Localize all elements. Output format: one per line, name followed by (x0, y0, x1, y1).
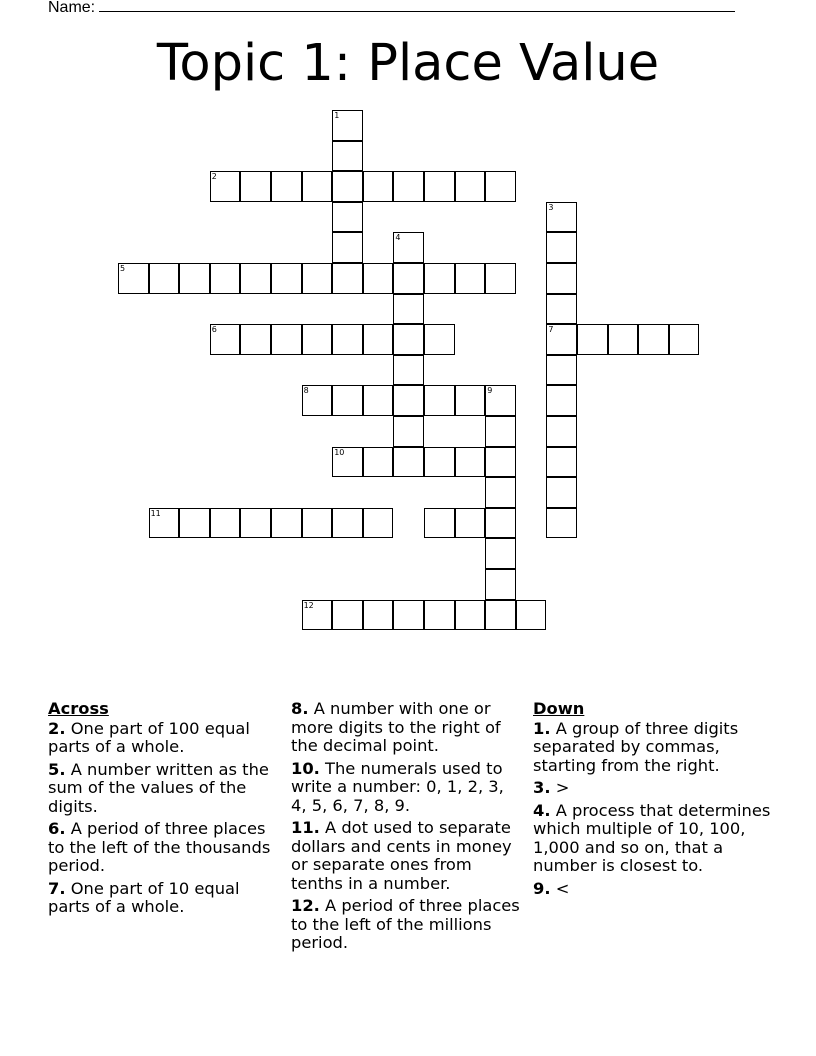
crossword-cell[interactable] (546, 232, 577, 263)
crossword-cell[interactable] (516, 600, 547, 631)
crossword-cell[interactable] (179, 263, 210, 294)
crossword-cell[interactable] (546, 508, 577, 539)
crossword-cell[interactable] (210, 263, 241, 294)
crossword-cell[interactable] (240, 171, 271, 202)
name-label: Name: (48, 0, 96, 16)
crossword-cell[interactable] (455, 385, 486, 416)
cell-number: 6 (211, 325, 217, 335)
across-clues-column-2 (291, 700, 523, 957)
crossword-cell[interactable] (149, 263, 180, 294)
crossword-cell[interactable] (210, 324, 241, 355)
clue-text: A process that determines which multiple of 10, 100, 1,000 and so on, that a number is closest to. (533, 800, 771, 875)
crossword-cell[interactable] (424, 171, 455, 202)
crossword-cell[interactable] (271, 508, 302, 539)
crossword-cell[interactable] (332, 202, 363, 233)
clue-number: 11. (291, 818, 320, 837)
crossword-cell[interactable] (546, 263, 577, 294)
clue-number: 12. (291, 896, 320, 915)
clue-across-10 (291, 760, 523, 816)
crossword-cell[interactable] (638, 324, 669, 355)
crossword-cell[interactable] (546, 416, 577, 447)
clue-across-11 (291, 819, 523, 893)
crossword-cell[interactable] (669, 324, 700, 355)
crossword-cell[interactable] (546, 477, 577, 508)
crossword-cell[interactable] (240, 263, 271, 294)
crossword-cell[interactable] (302, 324, 333, 355)
crossword-cell[interactable] (424, 385, 455, 416)
crossword-cell[interactable] (485, 508, 516, 539)
crossword-cell[interactable] (332, 141, 363, 172)
crossword-cell[interactable] (424, 263, 455, 294)
crossword-cell[interactable] (393, 385, 424, 416)
crossword-cell[interactable] (485, 477, 516, 508)
clue-number: 2. (48, 718, 66, 738)
crossword-cell[interactable] (332, 600, 363, 631)
crossword-cell[interactable] (118, 263, 149, 294)
crossword-cell[interactable] (271, 324, 302, 355)
crossword-cell[interactable] (240, 324, 271, 355)
clue-number: 6. (48, 819, 66, 838)
clue-number: 5. (48, 759, 66, 779)
crossword-cell[interactable] (393, 263, 424, 294)
clue-across-8 (291, 700, 523, 756)
clue-text: One part of 100 equal parts of a whole. (48, 718, 250, 756)
clue-down-9 (533, 880, 773, 899)
clue-number: 1. (533, 718, 551, 738)
clue-number: 4. (533, 800, 551, 820)
crossword-cell[interactable] (363, 447, 394, 478)
clue-text: A period of three places to the left of the thousands period. (48, 819, 271, 875)
crossword-cell[interactable] (546, 324, 577, 355)
cell-number: 7 (548, 325, 554, 335)
crossword-cell[interactable] (546, 294, 577, 325)
clue-across-2 (48, 720, 273, 757)
cell-number: 1 (334, 111, 340, 120)
crossword-cell[interactable] (546, 447, 577, 478)
cell-number: 11 (150, 508, 161, 518)
clue-text: < (555, 878, 570, 898)
clue-down-3 (533, 779, 773, 798)
clue-across-6 (48, 820, 273, 876)
crossword-cell[interactable] (302, 508, 333, 539)
clue-text: A group of three digits separated by commas, starting from the right. (533, 718, 739, 775)
crossword-cell[interactable] (485, 538, 516, 569)
crossword-cell[interactable] (424, 600, 455, 631)
crossword-cell[interactable] (332, 171, 363, 202)
clue-number: 8. (291, 699, 309, 718)
crossword-cell[interactable] (363, 263, 394, 294)
crossword-cell[interactable] (271, 171, 302, 202)
crossword-cell[interactable] (302, 263, 333, 294)
clue-text: A number with one or more digits to the right of the decimal point. (291, 699, 501, 755)
cell-number: 3 (548, 202, 554, 212)
crossword-cell[interactable] (210, 171, 241, 202)
crossword-cell[interactable] (363, 600, 394, 631)
crossword-cell[interactable] (332, 385, 363, 416)
crossword-cell[interactable] (485, 416, 516, 447)
crossword-cell[interactable] (363, 508, 394, 539)
crossword-cell[interactable] (485, 263, 516, 294)
crossword-cell[interactable] (393, 294, 424, 325)
cell-number: 4 (395, 233, 401, 243)
cell-number: 8 (303, 386, 309, 396)
crossword-cell[interactable] (393, 355, 424, 386)
crossword-cell[interactable] (455, 447, 486, 478)
clue-number: 10. (291, 758, 320, 778)
clue-text: A number written as the sum of the values of the digits. (48, 759, 269, 816)
crossword-cell[interactable] (363, 385, 394, 416)
crossword-cell[interactable] (455, 263, 486, 294)
crossword-cell[interactable] (332, 447, 363, 478)
crossword-cell[interactable] (302, 600, 333, 631)
across-clues-column-1 (48, 700, 273, 921)
cell-number: 9 (487, 386, 493, 396)
crossword-cell[interactable] (485, 600, 516, 631)
crossword-cell[interactable] (210, 508, 241, 539)
crossword-cell[interactable] (332, 110, 363, 141)
crossword-cell[interactable] (393, 171, 424, 202)
crossword-cell[interactable] (546, 202, 577, 233)
crossword-cell[interactable] (240, 508, 271, 539)
crossword-cell[interactable] (332, 263, 363, 294)
crossword-cell[interactable] (393, 600, 424, 631)
cell-number: 10 (334, 447, 345, 457)
crossword-cell[interactable] (179, 508, 210, 539)
crossword-cell[interactable] (455, 171, 486, 202)
crossword-cell[interactable] (271, 263, 302, 294)
crossword-cell[interactable] (424, 447, 455, 478)
crossword-cell[interactable] (302, 171, 333, 202)
crossword-cell[interactable] (332, 324, 363, 355)
crossword-cell[interactable] (577, 324, 608, 355)
clue-across-5 (48, 761, 273, 817)
clue-down-1 (533, 720, 773, 776)
clue-text: The numerals used to write a number: 0, 1, 2, 3, 4, 5, 6, 7, 8, 9. (291, 758, 504, 815)
cell-number: 5 (120, 264, 126, 273)
crossword-cell[interactable] (546, 355, 577, 386)
crossword-cell[interactable] (424, 324, 455, 355)
page-title: Topic 1: Place Value (156, 34, 660, 93)
crossword-cell[interactable] (485, 447, 516, 478)
crossword-cell[interactable] (393, 324, 424, 355)
crossword-cell[interactable] (546, 385, 577, 416)
clue-number: 3. (533, 778, 551, 797)
crossword-cell[interactable] (455, 508, 486, 539)
down-clues-column (533, 700, 773, 902)
clue-text: > (555, 778, 570, 797)
crossword-cell[interactable] (424, 508, 455, 539)
crossword-cell[interactable] (485, 385, 516, 416)
clue-text: One part of 10 equal parts of a whole. (48, 878, 240, 916)
crossword-cell[interactable] (485, 569, 516, 600)
clue-number: 7. (48, 878, 66, 898)
down-heading: Down (533, 699, 585, 718)
crossword-cell[interactable] (302, 385, 333, 416)
cell-number: 2 (211, 172, 217, 182)
crossword-cell[interactable] (363, 171, 394, 202)
crossword-cell[interactable] (393, 447, 424, 478)
crossword-cell[interactable] (485, 171, 516, 202)
cell-number: 12 (303, 600, 314, 610)
clue-text: A period of three places to the left of the millions period. (291, 896, 520, 952)
clue-down-4 (533, 802, 773, 876)
crossword-cell[interactable] (393, 416, 424, 447)
clue-number: 9. (533, 878, 551, 898)
clue-across-7 (48, 880, 273, 917)
crossword-cell[interactable] (149, 508, 180, 539)
across-heading: Across (48, 699, 109, 718)
crossword-cell[interactable] (363, 324, 394, 355)
crossword-cell[interactable] (393, 232, 424, 263)
crossword-cell[interactable] (332, 232, 363, 263)
clue-across-12 (291, 897, 523, 953)
crossword-cell[interactable] (332, 508, 363, 539)
clue-text: A dot used to separate dollars and cents in money or separate ones from tenths in a number. (291, 818, 512, 893)
crossword-cell[interactable] (455, 600, 486, 631)
crossword-cell[interactable] (608, 324, 639, 355)
